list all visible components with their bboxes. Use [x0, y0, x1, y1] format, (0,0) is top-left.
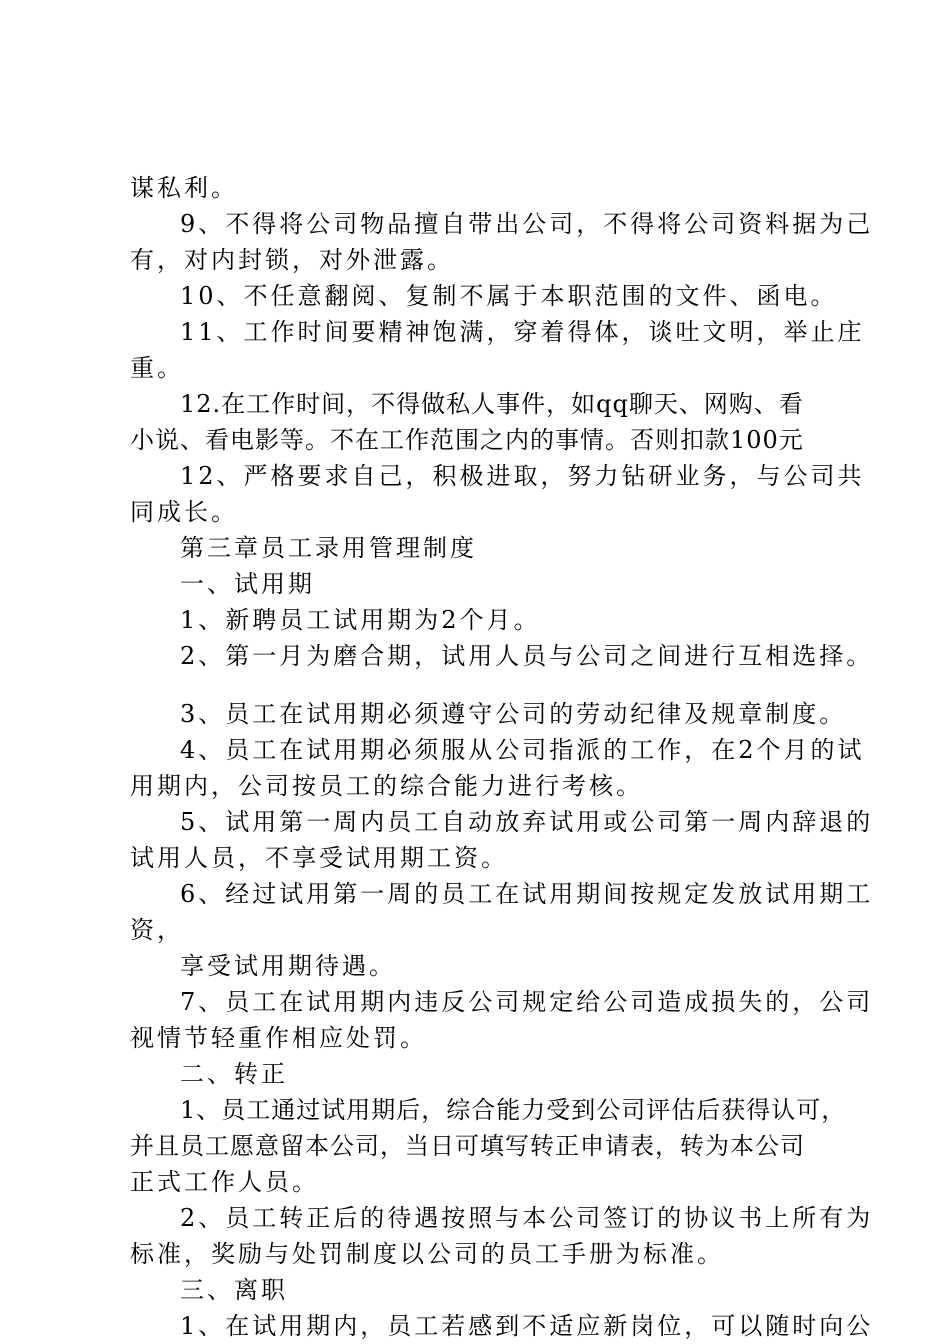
text-line: 6、经过试用第一周的员工在试用期间按规定发放试用期工	[180, 880, 874, 908]
section-heading: 三、离职	[180, 1276, 288, 1304]
text-line: 试用人员，不享受试用期工资。	[130, 844, 508, 872]
text-line: 12、严格要求自己，积极进取，努力钻研业务，与公司共	[180, 462, 865, 490]
text-line: 同成长。	[130, 498, 238, 526]
text-line: 正式工作人员。	[130, 1168, 319, 1196]
text-line: 享受试用期待遇。	[180, 952, 396, 980]
chapter-heading: 第三章员工录用管理制度	[180, 534, 477, 562]
text-line: 1、在试用期内，员工若感到不适应新岗位，可以随时向公	[180, 1312, 874, 1340]
text-line: 有，对内封锁，对外泄露。	[130, 246, 454, 274]
text-line: 谋私利。	[130, 174, 238, 202]
section-heading: 一、试用期	[180, 570, 315, 598]
text-line: 视情节轻重作相应处罚。	[130, 1024, 427, 1052]
text-line: 11、工作时间要精神饱满，穿着得体，谈吐文明，举止庄	[180, 318, 865, 346]
text-line: 9、不得将公司物品擅自带出公司，不得将公司资料据为己	[180, 210, 874, 238]
text-line: 5、试用第一周内员工自动放弃试用或公司第一周内辞退的	[180, 808, 874, 836]
text-line: 资，	[130, 916, 184, 944]
text-line: 4、员工在试用期必须服从公司指派的工作，在2个月的试	[180, 736, 865, 764]
text-line: 用期内，公司按员工的综合能力进行考核。	[130, 772, 643, 800]
section-heading: 二、转正	[180, 1060, 288, 1088]
text-line: 重。	[130, 354, 184, 382]
document-body	[130, 170, 874, 1344]
text-line: 2、员工转正后的待遇按照与本公司签订的协议书上所有为	[180, 1204, 874, 1232]
text-line: 并且员工愿意留本公司，当日可填写转正申请表，转为本公司	[130, 1132, 805, 1160]
text-line: 12.在工作时间，不得做私人事件，如qq聊天、网购、看	[180, 390, 804, 418]
text-line: 7、员工在试用期内违反公司规定给公司造成损失的，公司	[180, 988, 874, 1016]
text-line: 1、新聘员工试用期为2个月。	[180, 606, 541, 634]
paragraph-gap	[130, 674, 830, 696]
text-line: 小说、看电影等。不在工作范围之内的事情。否则扣款100元	[130, 426, 804, 454]
text-line: 标准，奖励与处罚制度以公司的员工手册为标准。	[130, 1240, 724, 1268]
text-line: 1、员工通过试用期后，综合能力受到公司评估后获得认可，	[180, 1096, 847, 1124]
text-line: 10、不任意翻阅、复制不属于本职范围的文件、函电。	[180, 282, 838, 310]
text-line: 3、员工在试用期必须遵守公司的劳动纪律及规章制度。	[180, 700, 847, 728]
text-line: 2、第一月为磨合期，试用人员与公司之间进行互相选择。	[180, 642, 874, 670]
